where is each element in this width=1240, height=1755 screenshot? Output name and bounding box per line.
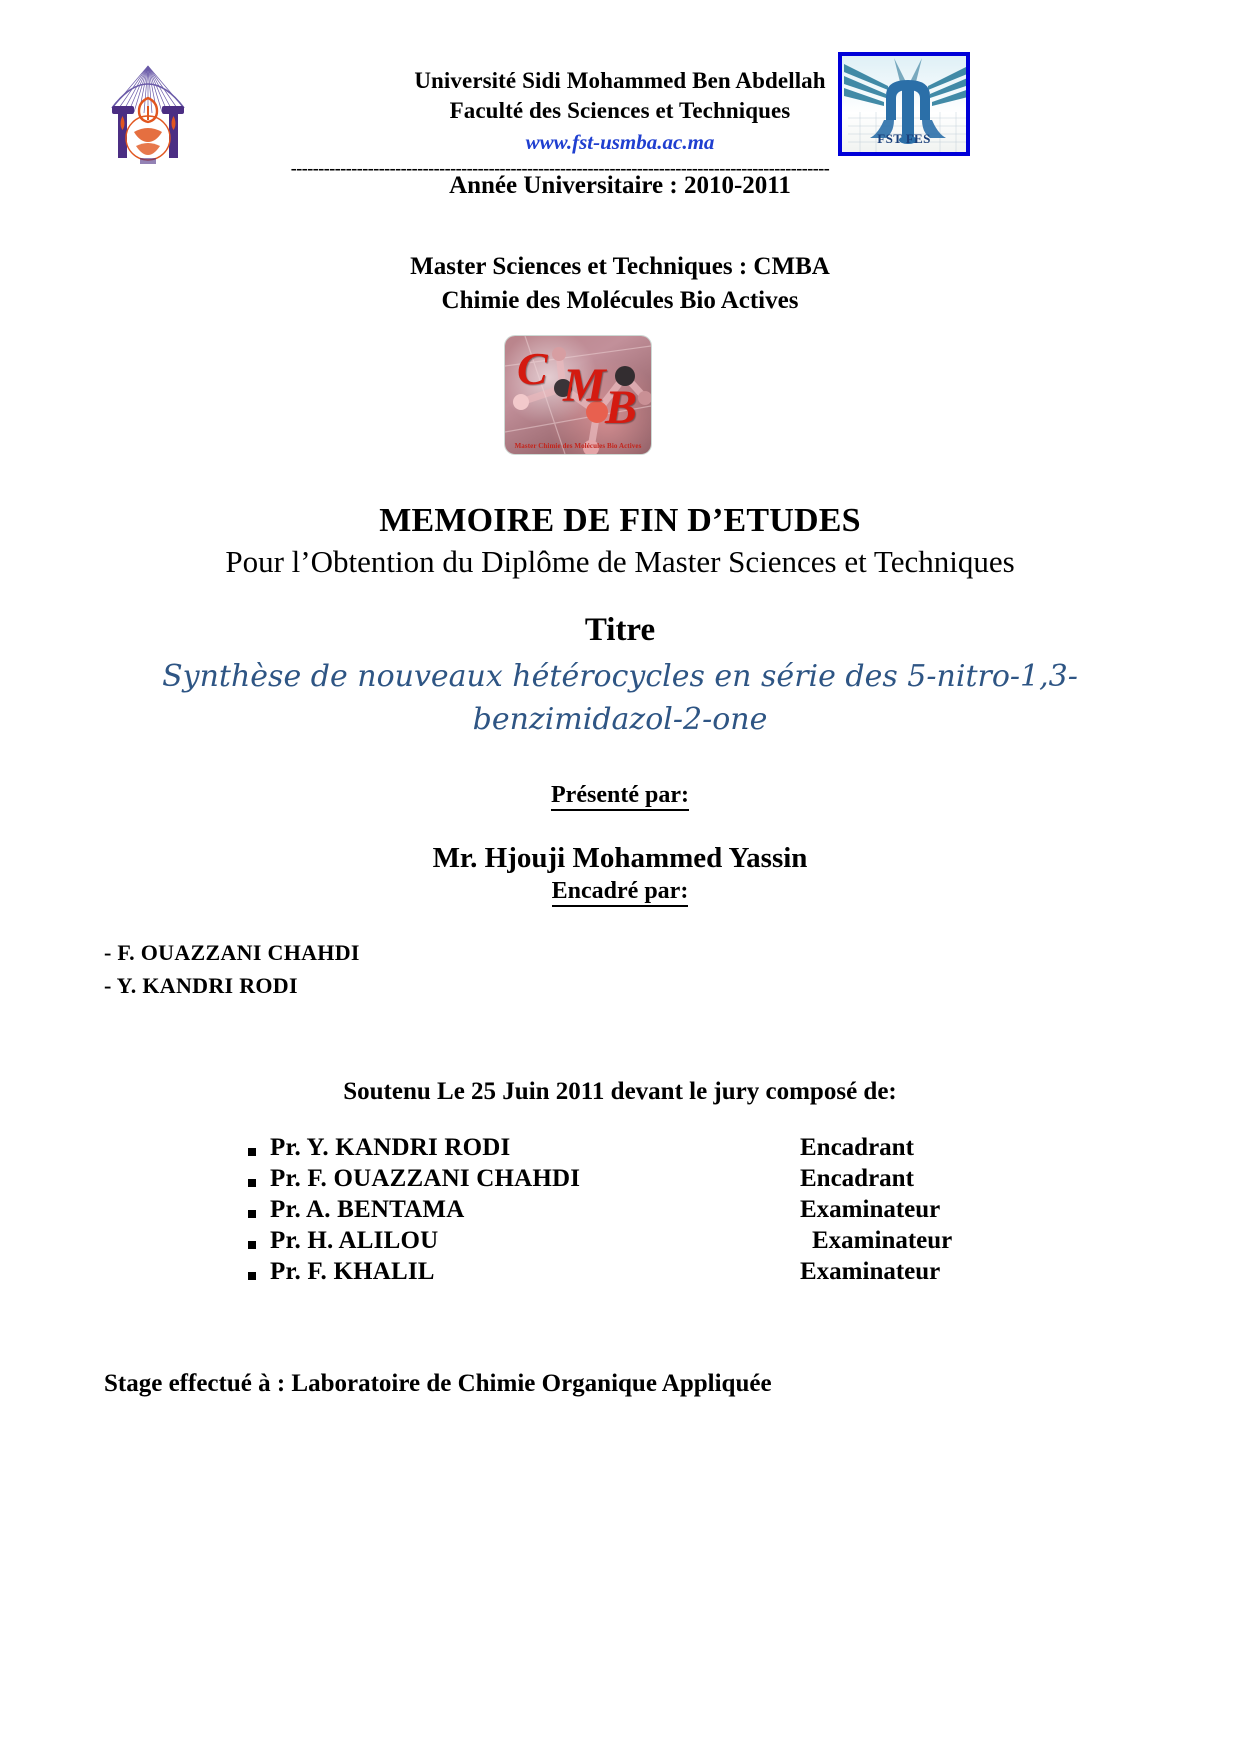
bullet-square-icon: [248, 1176, 270, 1190]
defense-intro: Soutenu Le 25 Juin 2011 devant le jury composé de:: [343, 1078, 897, 1105]
fst-fes-logo-frame: [838, 52, 970, 156]
cmba-letter-b: B: [605, 381, 638, 434]
header-divider: --------------------------------------------------------------------------------------------------: [290, 158, 830, 178]
title-label: Titre: [584, 612, 656, 648]
internship-location: Stage effectué à : Laboratoire de Chimie Organique Appliquée: [104, 1370, 772, 1397]
jury-member-name: Pr. F. KHALIL: [270, 1258, 435, 1285]
cmba-letter-m: M: [563, 359, 606, 412]
jury-member-role: Examinateur: [812, 1227, 953, 1254]
document-purpose: Pour l’Obtention du Diplôme de Master Sciences et Techniques: [225, 544, 1015, 579]
supervisor-item: - Y. KANDRI RODI: [104, 973, 298, 999]
presented-by-label: [0, 782, 1240, 809]
cmba-molecule-logo: [505, 336, 651, 454]
faculty-name: Faculté des Sciences et Techniques: [449, 98, 791, 124]
presented-by-label-text: Présenté par:: [551, 782, 689, 811]
university-name: Université Sidi Mohammed Ben Abdellah: [414, 68, 826, 93]
program-line-1: Master Sciences et Techniques : CMBA: [410, 253, 830, 280]
author-name: Mr. Hjouji Mohammed Yassin: [432, 842, 808, 874]
jury-member-row: [248, 1196, 984, 1227]
fst-fes-logo-label: FST FES: [877, 131, 931, 146]
jury-member-name: Pr. H. ALILOU: [270, 1227, 439, 1254]
jury-member-list: [248, 1134, 984, 1289]
supervised-by-label-text: Encadré par:: [552, 878, 689, 907]
jury-member-row: [248, 1258, 984, 1289]
jury-member-role: Examinateur: [800, 1196, 941, 1223]
supervisors-list: [104, 936, 804, 1003]
cmba-letter-c: C: [517, 343, 548, 394]
page-header: [0, 48, 1240, 168]
program-line-2: Chimie des Molécules Bio Actives: [441, 286, 799, 314]
jury-member-row: [248, 1165, 984, 1196]
jury-member-name: Pr. Y. KANDRI RODI: [270, 1134, 511, 1161]
fst-fes-logo: [838, 52, 974, 160]
thesis-title: Synthèse de nouveaux hétérocycles en série des 5-nitro-1,3-benzimidazol-2-one: [162, 659, 1078, 737]
supervisor-item: - F. OUAZZANI CHAHDI: [104, 940, 360, 965]
jury-member-row: [248, 1227, 984, 1258]
academic-year: Année Universitaire : 2010-2011: [449, 172, 791, 199]
usmba-crest-logo: [104, 54, 192, 166]
bullet-square-icon: [248, 1238, 270, 1252]
jury-member-role: Encadrant: [800, 1134, 914, 1161]
supervised-by-label: [0, 878, 1240, 905]
program-block: [0, 250, 1240, 318]
bullet-square-icon: [248, 1207, 270, 1221]
jury-member-row: [248, 1134, 984, 1165]
bullet-square-icon: [248, 1269, 270, 1283]
jury-member-role: Examinateur: [800, 1258, 941, 1285]
jury-member-role: Encadrant: [800, 1165, 914, 1192]
jury-member-name: Pr. F. OUAZZANI CHAHDI: [270, 1165, 581, 1192]
bullet-square-icon: [248, 1145, 270, 1159]
university-website[interactable]: www.fst-usmba.ac.ma: [525, 129, 715, 154]
jury-member-name: Pr. A. BENTAMA: [270, 1196, 465, 1223]
cmba-logo-caption: Master Chimie des Molécules Bio Actives: [514, 442, 642, 450]
document-type: MEMOIRE DE FIN D’ETUDES: [379, 502, 861, 539]
